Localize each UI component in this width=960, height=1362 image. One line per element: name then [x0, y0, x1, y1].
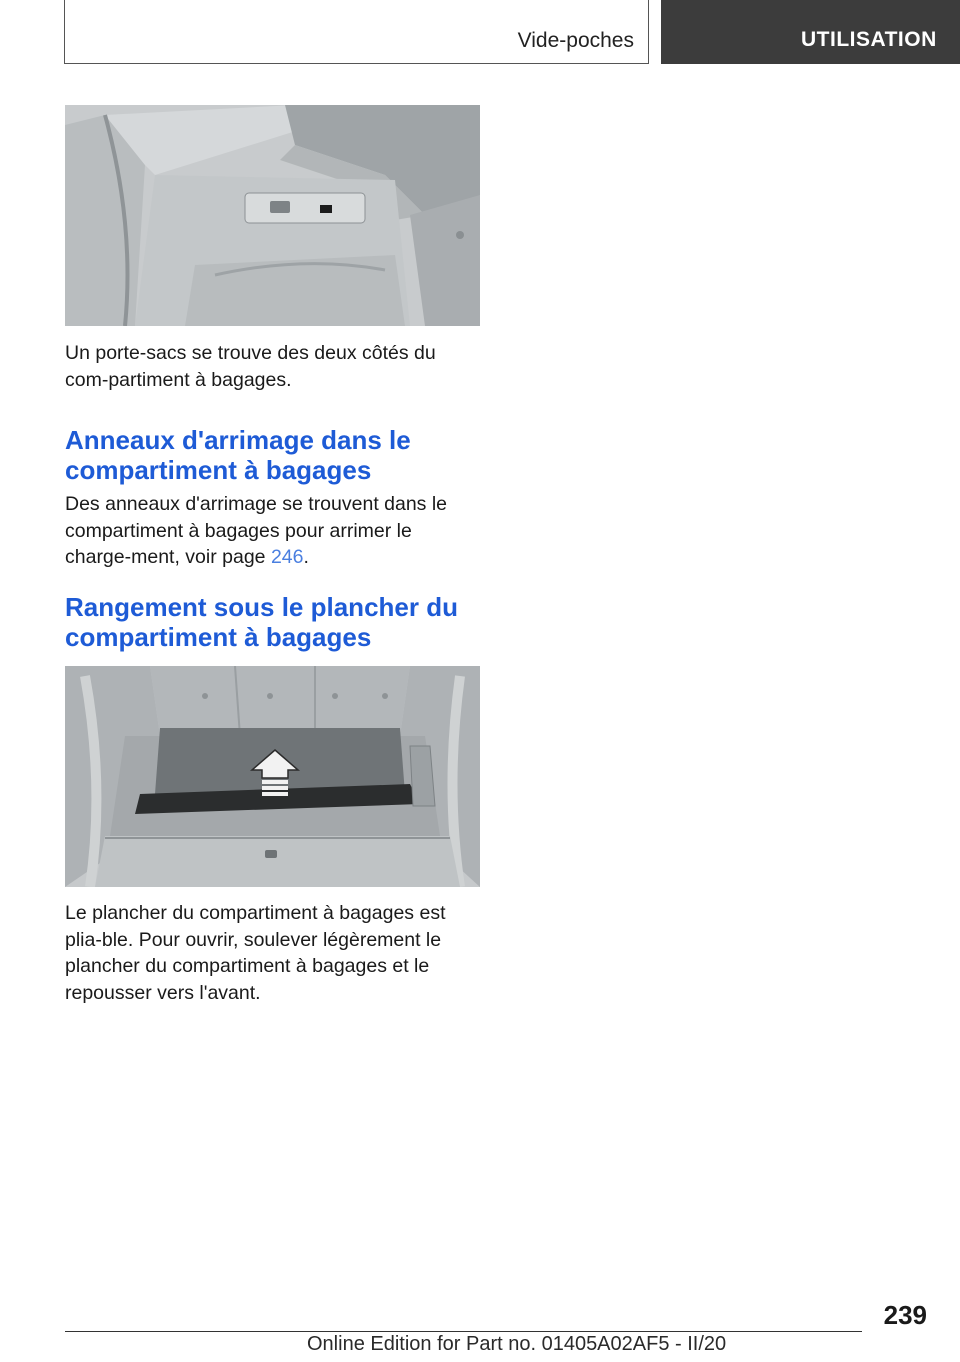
running-header-section-box [64, 0, 649, 64]
chapter-title: UTILISATION [801, 28, 937, 51]
chapter-tab [661, 0, 960, 64]
paragraph-tie-down-rings [65, 491, 480, 571]
heading-tie-down-rings [65, 425, 480, 485]
page-link-246[interactable]: 246 [270, 546, 304, 568]
heading-underfloor-line2: compartiment à bagages [65, 622, 372, 652]
figure-luggage-side-hooks [65, 105, 480, 326]
heading-underfloor-line1: Rangement sous le plancher du [65, 592, 458, 622]
paragraph-bag-hooks: Un porte-sacs se trouve des deux côtés du com-partiment à bagages. [65, 342, 436, 391]
figure-luggage-floor-storage [65, 666, 480, 887]
footer-edition: Online Edition for Part no. 01405A02AF5 - II/20 [307, 1333, 727, 1355]
heading-tie-down-line2: compartiment à bagages [65, 455, 372, 485]
paragraph-tie-down-text: Des anneaux d'arrimage se trouvent dans le compartiment à bagages pour arrimer le charge-ment, voir page [65, 493, 448, 568]
paragraph-underfloor-storage: Le plancher du compartiment à bagages est plia-ble. Pour ouvrir, soulever légèrement le plancher du compartiment à bagages et le repousser vers l'avant. [65, 902, 446, 1004]
page-number: 239 [883, 1300, 927, 1330]
heading-underfloor-storage [65, 592, 480, 652]
paragraph-tie-down-end: . [303, 546, 309, 568]
heading-tie-down-line1: Anneaux d'arrimage dans le [65, 425, 411, 455]
footer-rule [65, 1331, 862, 1332]
section-title: Vide-poches [517, 29, 634, 52]
